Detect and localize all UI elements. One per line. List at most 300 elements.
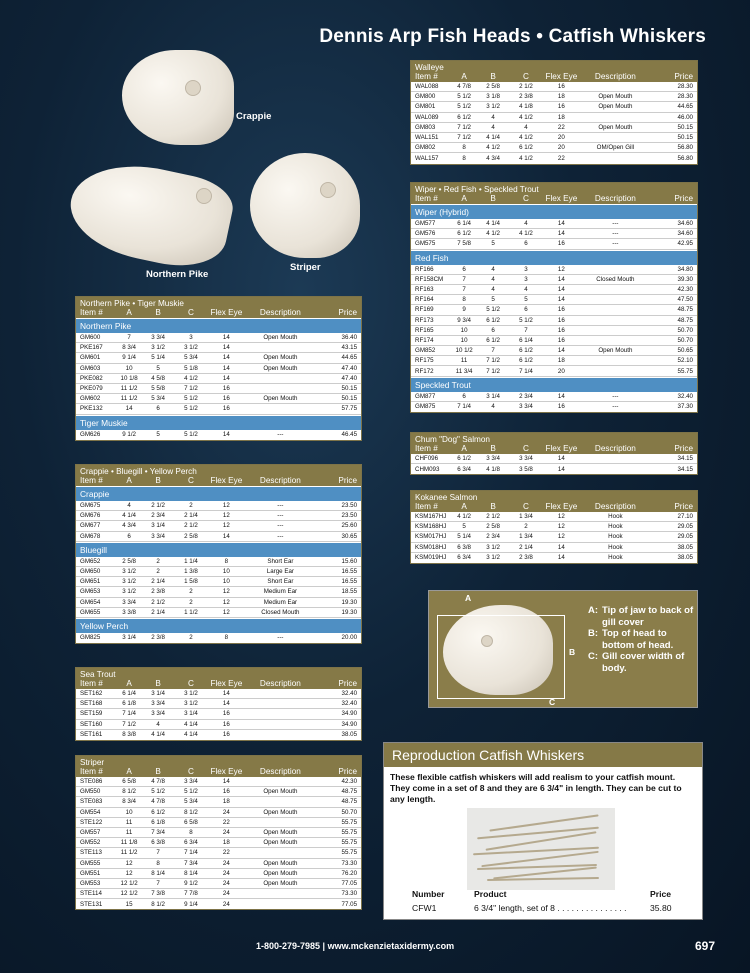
table-cell: 12 [557, 533, 565, 541]
table-cell: 2 [189, 588, 193, 596]
table-row [76, 430, 361, 440]
table-cell: 56.80 [677, 144, 693, 152]
table-cell: 14 [222, 778, 230, 786]
table-row [76, 343, 361, 353]
table-cell: 14 [222, 700, 230, 708]
table-cell: 7 [127, 334, 131, 342]
table-cell: RF175 [415, 357, 434, 365]
table-cell: --- [612, 230, 619, 238]
table-cell: 12 [222, 502, 230, 510]
table-cell: 5 [524, 296, 528, 304]
table-row [411, 522, 697, 532]
table-cell: 1 1/2 [184, 608, 198, 616]
whiskers-item-price: 35.80 [650, 903, 672, 913]
table-cell: 8 1/4 [184, 869, 198, 877]
whiskers-product-header: Product [474, 889, 507, 899]
column-header: Item # [415, 444, 438, 453]
table-cell: 24 [222, 900, 230, 908]
table-cell: 12 [125, 859, 133, 867]
table-cell: 3 1/4 [184, 710, 198, 718]
column-header: Flex Eye [210, 476, 243, 485]
table-cell: --- [612, 403, 619, 411]
table-cell: 2 [524, 523, 528, 531]
table-cell: 24 [222, 890, 230, 898]
section-header: Tiger Muskie [76, 415, 361, 430]
table-cell: WAL157 [415, 154, 439, 162]
table-cell: RF169 [415, 306, 434, 314]
table-cell: Open Mouth [263, 829, 298, 837]
table-cell: Open Mouth [263, 839, 298, 847]
table-cell: CHF096 [415, 455, 439, 463]
table-cell: RF164 [415, 296, 434, 304]
table-cell: GM577 [415, 220, 436, 228]
table-cell: 5 1/2 [151, 788, 165, 796]
table-cell: 5 3/4 [184, 798, 198, 806]
table-row [411, 153, 697, 163]
page-title: Dennis Arp Fish Heads • Catfish Whiskers [319, 26, 706, 47]
table-cell: STE083 [80, 798, 103, 806]
table-cell: 6 3/8 [151, 839, 165, 847]
table-cell: 1 3/4 [519, 533, 533, 541]
column-header: Flex Eye [210, 308, 243, 317]
kokanee-table [410, 490, 698, 564]
table-cell: 14 [557, 465, 565, 473]
column-header: Price [674, 194, 693, 203]
table-cell: 4 3/4 [122, 522, 136, 530]
striper-label: Striper [290, 262, 321, 273]
column-header: A [126, 308, 132, 317]
table-cell: 32.40 [341, 690, 358, 698]
table-cell: Open Mouth [263, 869, 298, 877]
table-cell: 5 1/2 [519, 316, 533, 324]
table-cell: 47.40 [341, 374, 358, 382]
table-cell: RF158CM [415, 275, 444, 283]
column-header: Description [594, 444, 636, 453]
column-header: Price [338, 679, 358, 688]
table-cell: 3 1/4 [151, 690, 165, 698]
table-cell: Open Mouth [263, 879, 298, 887]
column-header: Item # [80, 308, 103, 317]
table-cell: GM803 [415, 123, 436, 131]
table-cell: --- [612, 392, 619, 400]
table-cell: 34.15 [677, 455, 693, 463]
table-cell: 6 1/2 [519, 144, 533, 152]
table-cell: 9 3/4 [457, 316, 471, 324]
table-cell: PKE082 [80, 374, 103, 382]
table-cell: 16 [557, 336, 565, 344]
table-cell: Medium Ear [263, 598, 298, 606]
column-header: B [155, 308, 161, 317]
table-cell: 56.80 [677, 154, 693, 162]
table-cell: GM551 [80, 869, 101, 877]
table-cell: 7 [462, 286, 466, 294]
table-cell: 5 1/2 [486, 306, 500, 314]
column-header: Price [674, 502, 693, 511]
table-cell: 6 [524, 240, 528, 248]
section-header: Speckled Trout [411, 377, 697, 392]
table-cell: 2 3/4 [486, 533, 500, 541]
table-cell: 16 [222, 720, 230, 728]
table-cell: WAL089 [415, 113, 439, 121]
column-header: B [490, 502, 496, 511]
table-cell: Open Mouth [598, 123, 633, 131]
table-cell: 15 [125, 900, 133, 908]
table-row [411, 543, 697, 553]
table-cell: 3 1/4 [151, 522, 165, 530]
table-cell: GM552 [80, 839, 101, 847]
table-cell: GM651 [80, 578, 101, 586]
seatrout-table-title: Sea Trout [80, 670, 116, 679]
table-cell: 2 5/8 [486, 83, 500, 91]
table-cell: 14 [557, 455, 565, 463]
pike-table [75, 296, 362, 441]
table-cell: 14 [222, 374, 230, 382]
table-cell: 7 1/2 [457, 123, 471, 131]
table-cell: 11 [125, 829, 133, 837]
table-cell: Large Ear [266, 568, 294, 576]
table-cell: 23.50 [341, 502, 358, 510]
table-cell: GM655 [80, 608, 101, 616]
table-cell: 48.75 [341, 798, 358, 806]
table-cell: --- [277, 532, 284, 540]
table-cell: 6 1/4 [519, 336, 533, 344]
legend-c: C: Gill cover width of body. [588, 651, 685, 674]
table-cell: RF163 [415, 286, 434, 294]
table-cell: 16 [557, 403, 565, 411]
table-cell: 4 1/2 [519, 154, 533, 162]
table-cell: 22 [222, 849, 230, 857]
seatrout-table-header [76, 668, 361, 689]
table-row [76, 828, 361, 838]
whiskers-number-header: Number [412, 889, 445, 899]
table-cell: --- [277, 634, 284, 642]
table-cell: STE113 [80, 849, 102, 857]
table-cell: 6 [524, 306, 528, 314]
table-cell: 3 3/4 [151, 334, 165, 342]
wiper-table [410, 182, 698, 413]
table-cell: 38.05 [677, 554, 693, 562]
table-cell: 12 [222, 588, 230, 596]
table-cell: 11 1/2 [120, 385, 138, 393]
table-cell: 2 [189, 502, 193, 510]
table-cell: 5 [156, 431, 160, 439]
table-cell: 7 1/2 [184, 385, 198, 393]
table-cell: 5 [462, 523, 466, 531]
column-header: Price [338, 476, 358, 485]
table-row [411, 402, 697, 412]
striper-table-title: Striper [80, 758, 105, 767]
table-cell: GM825 [80, 634, 101, 642]
kokanee-table-title: Kokanee Salmon [415, 493, 478, 502]
table-cell: 3 1/2 [122, 588, 136, 596]
table-cell: 7 [524, 326, 528, 334]
table-row [411, 123, 697, 133]
table-cell: 10 [222, 568, 230, 576]
table-row [411, 82, 697, 92]
table-cell: 10 [125, 808, 133, 816]
table-cell: 18.55 [341, 588, 358, 596]
table-cell: 2 3/8 [151, 588, 165, 596]
table-cell: 3 1/8 [486, 93, 500, 101]
table-cell: 3 3/4 [486, 455, 500, 463]
table-cell: 3 3/4 [151, 710, 165, 718]
table-cell: 16 [557, 240, 565, 248]
table-cell: 15.60 [341, 557, 358, 565]
table-cell: SET168 [80, 700, 103, 708]
footer-contact: 1-800-279-7985 | www.mckenzietaxidermy.com [256, 941, 455, 951]
table-cell: 7 [462, 275, 466, 283]
column-header: Item # [80, 476, 103, 485]
table-cell: 32.40 [677, 392, 693, 400]
table-cell: STE086 [80, 778, 103, 786]
table-cell: 11 1/2 [120, 395, 138, 403]
wiper-table-header [411, 183, 697, 204]
table-cell: Hook [608, 533, 623, 541]
table-cell: 2 3/8 [151, 634, 165, 642]
table-cell: 28.30 [677, 93, 693, 101]
table-row [411, 102, 697, 112]
table-cell: 18 [222, 839, 230, 847]
table-cell: KSM017HJ [415, 533, 447, 541]
table-cell: 16 [222, 405, 230, 413]
table-cell: 6 1/2 [457, 455, 471, 463]
table-cell: 4 1/4 [184, 731, 198, 739]
wiper-table-title: Wiper • Red Fish • Speckled Trout [415, 185, 539, 194]
table-cell: 30.65 [341, 532, 358, 540]
table-cell: 50.65 [677, 347, 693, 355]
table-cell: 4 1/2 [184, 374, 198, 382]
table-cell: 34.90 [341, 710, 358, 718]
table-cell: 11 1/8 [120, 839, 138, 847]
table-cell: 3 1/4 [122, 634, 136, 642]
table-cell: 2 1/2 [486, 513, 500, 521]
table-row [76, 577, 361, 587]
table-cell: GM652 [80, 557, 101, 565]
table-cell: 10 [460, 326, 468, 334]
table-cell: 3 3/4 [519, 403, 533, 411]
table-row [76, 797, 361, 807]
table-cell: 18 [557, 357, 565, 365]
table-row [411, 454, 697, 464]
column-header: Description [259, 767, 301, 776]
table-cell: --- [612, 240, 619, 248]
table-cell: 4 [491, 275, 495, 283]
table-cell: 5 1/2 [184, 395, 198, 403]
table-cell: 4 7/8 [151, 778, 165, 786]
table-cell: 47.50 [677, 296, 693, 304]
table-cell: 4 [491, 286, 495, 294]
table-cell: 16 [557, 326, 565, 334]
table-cell: Open Mouth [263, 364, 298, 372]
table-row [76, 709, 361, 719]
table-cell: KSM018HJ [415, 543, 447, 551]
table-cell: 2 1/2 [184, 522, 198, 530]
table-row [411, 316, 697, 326]
table-cell: Medium Ear [263, 588, 298, 596]
table-cell: 3 1/2 [184, 700, 198, 708]
table-cell: 12 [557, 523, 565, 531]
section-header: Wiper (Hybrid) [411, 204, 697, 219]
table-cell: 14 [557, 230, 565, 238]
table-cell: 77.05 [341, 900, 358, 908]
table-cell: 24 [222, 829, 230, 837]
table-cell: 24 [222, 859, 230, 867]
table-cell: 46.00 [677, 113, 693, 121]
table-cell: 5 1/2 [184, 405, 198, 413]
table-row [76, 787, 361, 797]
table-cell: 14 [557, 392, 565, 400]
table-cell: GM557 [80, 829, 101, 837]
table-cell: 28.30 [677, 83, 693, 91]
table-cell: 8 1/4 [151, 869, 165, 877]
table-row [76, 689, 361, 699]
table-cell: 12 [222, 512, 230, 520]
table-cell: 16 [222, 731, 230, 739]
table-cell: GM654 [80, 598, 101, 606]
table-cell: 14 [557, 543, 565, 551]
whiskers-photo [467, 808, 615, 890]
table-cell: 8 1/2 [122, 788, 136, 796]
column-header: C [523, 194, 529, 203]
table-cell: WAL088 [415, 83, 439, 91]
table-cell: 7 1/4 [519, 367, 533, 375]
table-cell: 2 3/4 [151, 512, 165, 520]
chum-table-header [411, 433, 697, 454]
table-cell: 8 1/2 [184, 808, 198, 816]
table-cell: 55.75 [341, 839, 358, 847]
table-cell: 6 1/8 [151, 818, 165, 826]
table-row [76, 501, 361, 511]
table-cell: 11 [125, 818, 133, 826]
table-cell: SET159 [80, 710, 103, 718]
table-cell: SET160 [80, 720, 103, 728]
table-cell: Hook [608, 554, 623, 562]
table-cell: GM553 [80, 879, 101, 887]
table-cell: 10 [125, 364, 133, 372]
table-cell: 16 [222, 710, 230, 718]
chum-table [410, 432, 698, 475]
table-cell: 6 1/4 [457, 220, 471, 228]
table-cell: 12 [222, 598, 230, 606]
table-cell: PKE167 [80, 344, 103, 352]
table-cell: STE114 [80, 890, 102, 898]
table-cell: 14 [222, 690, 230, 698]
crappie-table-header [76, 465, 361, 486]
table-cell: 11 [460, 357, 468, 365]
table-cell: 14 [557, 286, 565, 294]
table-cell: Closed Mouth [261, 608, 300, 616]
table-row [411, 336, 697, 346]
column-header: B [155, 476, 161, 485]
table-cell: GM550 [80, 788, 101, 796]
table-cell: 9 1/4 [184, 900, 198, 908]
table-cell: 14 [222, 532, 230, 540]
table-cell: 4 7/8 [457, 83, 471, 91]
column-header: B [155, 679, 161, 688]
table-cell: 2 1/2 [151, 598, 165, 606]
table-cell: --- [277, 522, 284, 530]
table-row [411, 133, 697, 143]
table-cell: OM/Open Gill [596, 144, 635, 152]
table-cell: 12 [125, 869, 133, 877]
table-cell: 50.70 [341, 808, 358, 816]
table-cell: 50.70 [677, 336, 693, 344]
table-cell: Open Mouth [263, 788, 298, 796]
table-row [76, 633, 361, 643]
table-cell: 1 3/4 [519, 513, 533, 521]
table-cell: 34.60 [677, 220, 693, 228]
table-cell: 4 1/2 [519, 134, 533, 142]
striper-table-header [76, 756, 361, 777]
table-row [76, 587, 361, 597]
table-cell: 20 [557, 367, 565, 375]
column-header: C [188, 767, 194, 776]
table-cell: 10 [460, 336, 468, 344]
table-cell: Hook [608, 513, 623, 521]
table-cell: 9 1/4 [122, 354, 136, 362]
table-cell: 20 [557, 134, 565, 142]
table-cell: 55.75 [341, 829, 358, 837]
table-cell: 5 1/4 [151, 354, 165, 362]
column-header: A [461, 444, 467, 453]
table-cell: 22 [557, 123, 565, 131]
table-cell: 2 3/4 [519, 392, 533, 400]
table-cell: 73.30 [341, 859, 358, 867]
table-cell: 6 1/8 [122, 700, 136, 708]
table-cell: 8 [156, 859, 160, 867]
column-header: Price [338, 767, 358, 776]
column-header: Price [674, 72, 693, 81]
chum-table-title: Chum "Dog" Salmon [415, 435, 490, 444]
table-cell: 16 [222, 385, 230, 393]
table-cell: 14 [557, 347, 565, 355]
table-cell: 3 3/4 [184, 778, 198, 786]
table-cell: 6 1/2 [151, 808, 165, 816]
table-cell: 34.15 [677, 465, 693, 473]
table-cell: 4 1/8 [519, 103, 533, 111]
section-header: Yellow Perch [76, 618, 361, 633]
table-cell: 42.95 [677, 240, 693, 248]
table-cell: 3 3/8 [122, 608, 136, 616]
table-cell: 8 1/2 [151, 900, 165, 908]
measurement-diagram [428, 590, 698, 708]
table-cell: GM852 [415, 347, 436, 355]
column-header: Item # [80, 767, 103, 776]
table-row [411, 392, 697, 402]
table-row [76, 730, 361, 740]
whiskers-description: These flexible catfish whiskers will add realism to your catfish mount. They come in a set of 8 and they are 6 3/4" in length. They can be cut to any length. [390, 772, 682, 804]
column-header: Price [338, 308, 358, 317]
table-row [76, 848, 361, 858]
diagram-photo-area [429, 591, 579, 707]
table-cell: 12 1/2 [120, 890, 138, 898]
table-cell: 6 5/8 [122, 778, 136, 786]
table-cell: 4 [491, 123, 495, 131]
table-cell: 10 [222, 578, 230, 586]
table-cell: 3 1/2 [122, 578, 136, 586]
table-cell: 24 [222, 879, 230, 887]
table-cell: 8 [462, 296, 466, 304]
table-row [411, 239, 697, 249]
table-cell: GM801 [415, 103, 436, 111]
table-cell: 7 1/4 [184, 849, 198, 857]
table-cell: 16.55 [341, 578, 358, 586]
column-header: C [523, 502, 529, 511]
table-cell: 7 1/4 [457, 403, 471, 411]
column-header: A [126, 767, 132, 776]
column-header: Description [594, 502, 636, 511]
table-row [411, 356, 697, 366]
